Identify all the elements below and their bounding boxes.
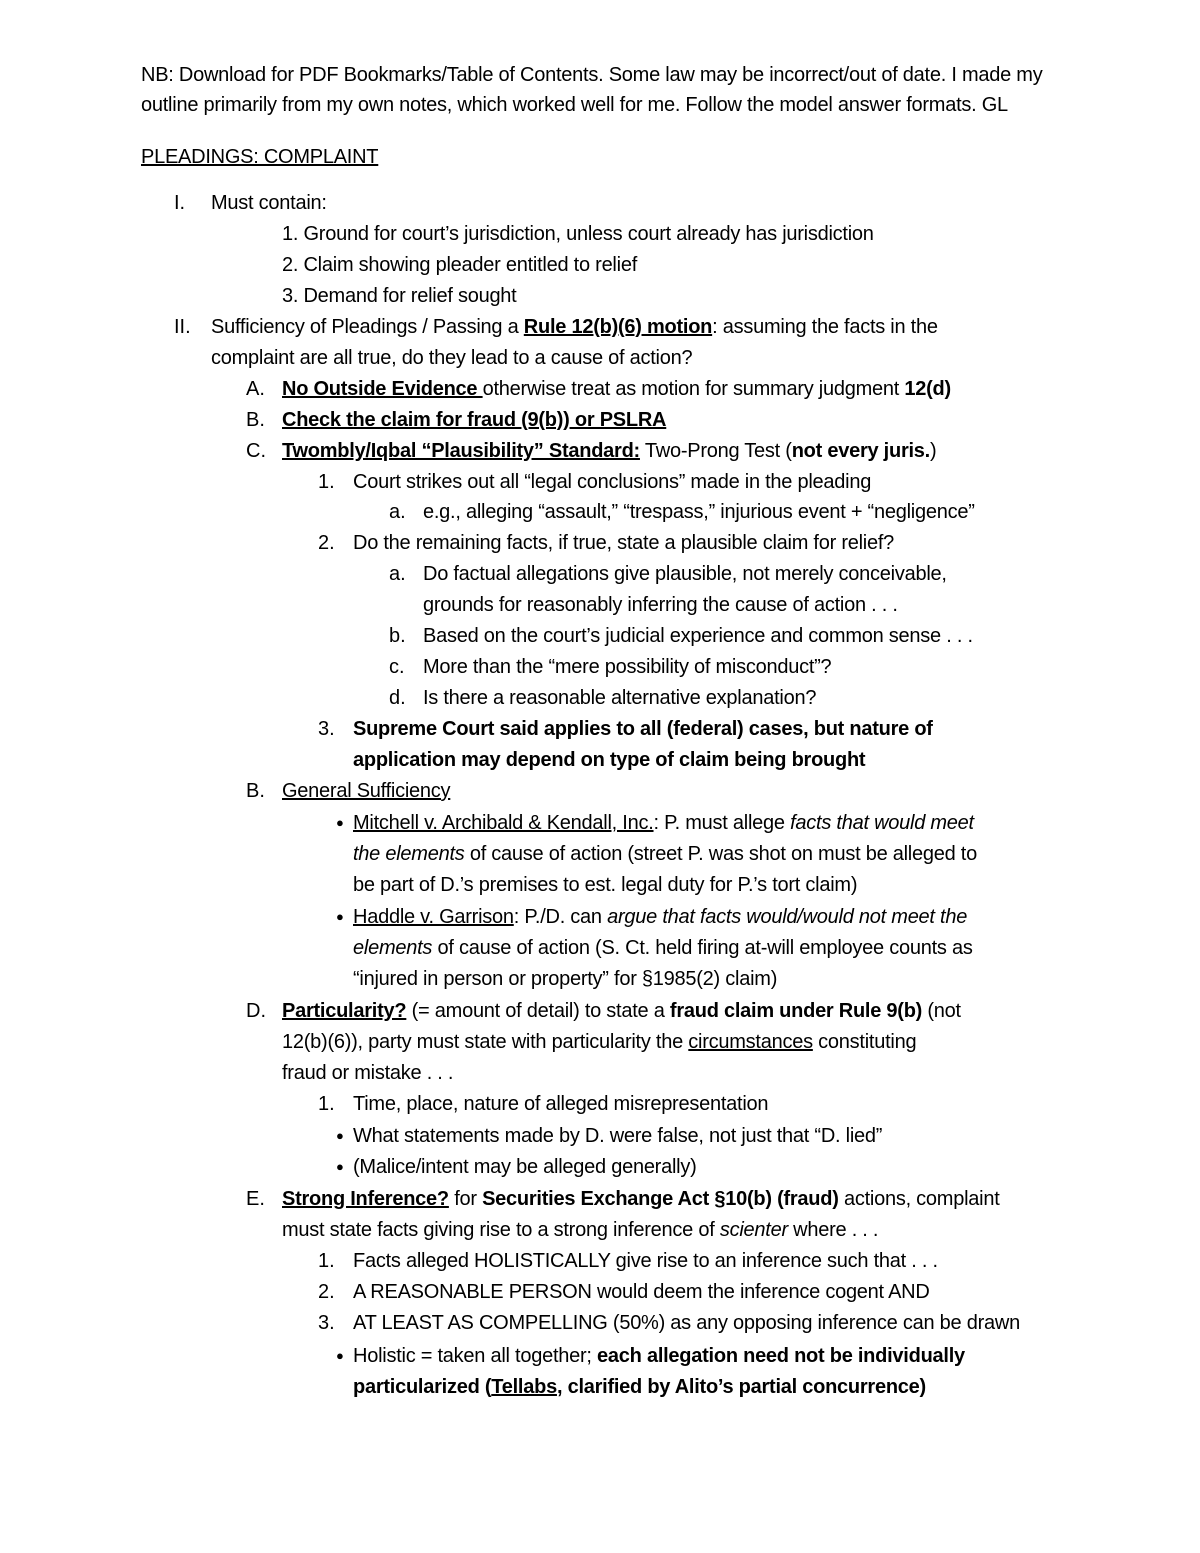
case-haddle: Haddle v. Garrison bbox=[353, 906, 514, 928]
outline-C-line bbox=[282, 436, 936, 466]
bullet-dot-icon: ● bbox=[336, 1159, 344, 1174]
sub-C1a-text: e.g., alleging “assault,” “trespass,” injurious event + “negligence” bbox=[423, 501, 975, 523]
outline-D-l2-u: circumstances bbox=[688, 1031, 813, 1053]
outline-E-l2-ital: scienter bbox=[719, 1219, 788, 1241]
haddle-line-3: “injured in person or property” for §1985(2) claim) bbox=[353, 968, 778, 990]
outline-marker-D: D. bbox=[246, 1000, 266, 1022]
step-marker-E2: 2. bbox=[318, 1281, 335, 1303]
outline-I-item-3: 3. Demand for relief sought bbox=[282, 285, 517, 307]
step-marker-E3: 3. bbox=[318, 1312, 335, 1334]
outline-D-line-1 bbox=[282, 996, 961, 1026]
outline-B2-title: General Sufficiency bbox=[282, 780, 451, 802]
step-E3-text: AT LEAST AS COMPELLING (50%) as any opposing inference can be drawn bbox=[353, 1312, 1020, 1334]
outline-marker-II: II. bbox=[174, 316, 191, 338]
mitchell-pre: : P. must allege bbox=[653, 812, 791, 834]
outline-B2-line bbox=[282, 776, 450, 806]
step-D1-text: Time, place, nature of alleged misrepresentation bbox=[353, 1093, 769, 1115]
outline-II-post: : assuming the facts in the bbox=[712, 316, 938, 338]
mitchell-l2-rest: of cause of action (street P. was shot on must be alleged to bbox=[464, 843, 977, 865]
step-marker-C1: 1. bbox=[318, 471, 335, 493]
bullet-dot-icon: ● bbox=[336, 1128, 344, 1143]
heading-text: PLEADINGS: COMPLAINT bbox=[141, 146, 379, 168]
rule-12d: 12(d) bbox=[904, 378, 951, 400]
outline-A-line bbox=[282, 374, 951, 404]
case-mitchell: Mitchell v. Archibald & Kendall, Inc. bbox=[353, 812, 654, 834]
outline-C-close: ) bbox=[929, 440, 937, 462]
outline-D-p2: (not bbox=[922, 1000, 961, 1022]
rule-12b6: Rule 12(b)(6) motion bbox=[523, 316, 713, 338]
step-E2-text: A REASONABLE PERSON would deem the inference cogent AND bbox=[353, 1281, 930, 1303]
note-line-1: NB: Download for PDF Bookmarks/Table of Contents. Some law may be incorrect/out of date. I made my bbox=[141, 64, 1043, 86]
step-C1-text: Court strikes out all “legal conclusions” made in the pleading bbox=[353, 471, 872, 493]
mitchell-line-1 bbox=[353, 808, 974, 838]
E-bullet-line-1 bbox=[353, 1341, 965, 1371]
outline-I-text: Must contain: bbox=[211, 192, 327, 214]
haddle-l2-ital: elements bbox=[353, 937, 433, 959]
sub-marker-C1a: a. bbox=[389, 501, 406, 523]
outline-B1-line bbox=[282, 405, 666, 435]
step-C3-text: Supreme Court said applies to all (federal) cases, but nature of bbox=[353, 718, 933, 740]
outline-C-title: Twombly/Iqbal “Plausibility” Standard: bbox=[282, 440, 640, 462]
E-bullet-bold: each allegation need not be individually bbox=[597, 1345, 965, 1367]
E-bullet-b2-pre: particularized ( bbox=[353, 1376, 492, 1398]
mitchell-line-2 bbox=[353, 839, 977, 869]
outline-E-p3: actions, complaint bbox=[838, 1188, 1000, 1210]
haddle-pre: : P./D. can bbox=[513, 906, 608, 928]
outline-D-line-2 bbox=[282, 1027, 916, 1057]
bullet-dot-icon: ● bbox=[336, 909, 344, 924]
outline-marker-C: C. bbox=[246, 440, 266, 462]
outline-II-line-2: complaint are all true, do they lead to a cause of action? bbox=[211, 347, 693, 369]
outline-marker-I: I. bbox=[174, 192, 186, 214]
outline-E-l2-pre: must state facts giving rise to a strong inference of bbox=[282, 1219, 720, 1241]
sub-marker-C2c: c. bbox=[389, 656, 405, 678]
outline-marker-E: E. bbox=[246, 1188, 265, 1210]
mitchell-line-3: be part of D.’s premises to est. legal duty for P.’s tort claim) bbox=[353, 874, 858, 896]
outline-E-bold2: (fraud) bbox=[777, 1188, 839, 1210]
step-marker-C2: 2. bbox=[318, 532, 335, 554]
case-tellabs: Tellabs bbox=[491, 1376, 557, 1398]
sub-C2c-text: More than the “mere possibility of misconduct”? bbox=[423, 656, 832, 678]
sub-marker-C2a: a. bbox=[389, 563, 406, 585]
haddle-line-2 bbox=[353, 933, 973, 963]
section-heading bbox=[141, 142, 378, 172]
outline-C-rest: Two-Prong Test ( bbox=[639, 440, 792, 462]
outline-II-pre: Sufficiency of Pleadings / Passing a bbox=[211, 316, 524, 338]
haddle-ital: argue that facts would/would not meet the bbox=[607, 906, 968, 928]
mitchell-ital: facts that would meet bbox=[790, 812, 974, 834]
step-marker-D1: 1. bbox=[318, 1093, 335, 1115]
bullet-dot-icon: ● bbox=[336, 1348, 344, 1363]
outline-A-rest: otherwise treat as motion for summary judgment bbox=[482, 378, 905, 400]
D-bullet-1: What statements made by D. were false, not just that “D. lied” bbox=[353, 1125, 883, 1147]
outline-I-item-2: 2. Claim showing pleader entitled to relief bbox=[282, 254, 638, 276]
step-E1-text: Facts alleged HOLISTICALLY give rise to an inference such that . . . bbox=[353, 1250, 938, 1272]
outline-E-title: Strong Inference? bbox=[282, 1188, 449, 1210]
sub-C2b-text: Based on the court’s judicial experience and common sense . . . bbox=[423, 625, 973, 647]
outline-D-line-3: fraud or mistake . . . bbox=[282, 1062, 454, 1084]
mitchell-l2-ital: the elements bbox=[353, 843, 465, 865]
E-bullet-pre: Holistic = taken all together; bbox=[353, 1345, 598, 1367]
step-marker-E1: 1. bbox=[318, 1250, 335, 1272]
outline-C-bold: not every juris. bbox=[791, 440, 930, 462]
outline-B1-title: Check the claim for fraud (9(b)) or PSLRA bbox=[282, 409, 667, 431]
outline-E-line-2 bbox=[282, 1215, 878, 1245]
haddle-l2-rest: of cause of action (S. Ct. held firing at-will employee counts as bbox=[432, 937, 973, 959]
outline-E-line-1 bbox=[282, 1184, 1000, 1214]
outline-E-l2-post: where . . . bbox=[787, 1219, 879, 1241]
bullet-dot-icon: ● bbox=[336, 815, 344, 830]
sub-C2a-text: Do factual allegations give plausible, not merely conceivable, bbox=[423, 563, 947, 585]
sub-marker-C2d: d. bbox=[389, 687, 406, 709]
outline-marker-B2: B. bbox=[246, 780, 265, 802]
step-marker-C3: 3. bbox=[318, 718, 335, 740]
step-C3-cont: application may depend on type of claim being brought bbox=[353, 749, 866, 771]
outline-A-title: No Outside Evidence bbox=[282, 378, 483, 400]
D-bullet-2: (Malice/intent may be alleged generally) bbox=[353, 1156, 697, 1178]
outline-II-line-1 bbox=[211, 312, 938, 342]
outline-marker-A: A. bbox=[246, 378, 265, 400]
sub-marker-C2b: b. bbox=[389, 625, 406, 647]
outline-I-item-1: 1. Ground for court’s jurisdiction, unless court already has jurisdiction bbox=[282, 223, 874, 245]
outline-D-title: Particularity? bbox=[282, 1000, 407, 1022]
E-bullet-b2-post: , clarified by Alito’s partial concurrence) bbox=[556, 1376, 926, 1398]
sub-C2d-text: Is there a reasonable alternative explanation? bbox=[423, 687, 817, 709]
outline-D-bold1: fraud claim under Rule 9(b) bbox=[669, 1000, 923, 1022]
outline-D-p1: (= amount of detail) to state a bbox=[406, 1000, 670, 1022]
step-C2-text: Do the remaining facts, if true, state a plausible claim for relief? bbox=[353, 532, 895, 554]
outline-E-bold1: Securities Exchange Act §10(b) bbox=[482, 1188, 772, 1210]
note-line-2: outline primarily from my own notes, which worked well for me. Follow the model answer formats. GL bbox=[141, 94, 1008, 116]
outline-D-l2-post: constituting bbox=[812, 1031, 917, 1053]
outline-E-p1: for bbox=[448, 1188, 483, 1210]
sub-C2a-cont: grounds for reasonably inferring the cause of action . . . bbox=[423, 594, 898, 616]
outline-D-l2-pre: 12(b)(6)), party must state with particularity the bbox=[282, 1031, 689, 1053]
outline-marker-B1: B. bbox=[246, 409, 265, 431]
E-bullet-line-2 bbox=[353, 1372, 926, 1402]
haddle-line-1 bbox=[353, 902, 967, 932]
